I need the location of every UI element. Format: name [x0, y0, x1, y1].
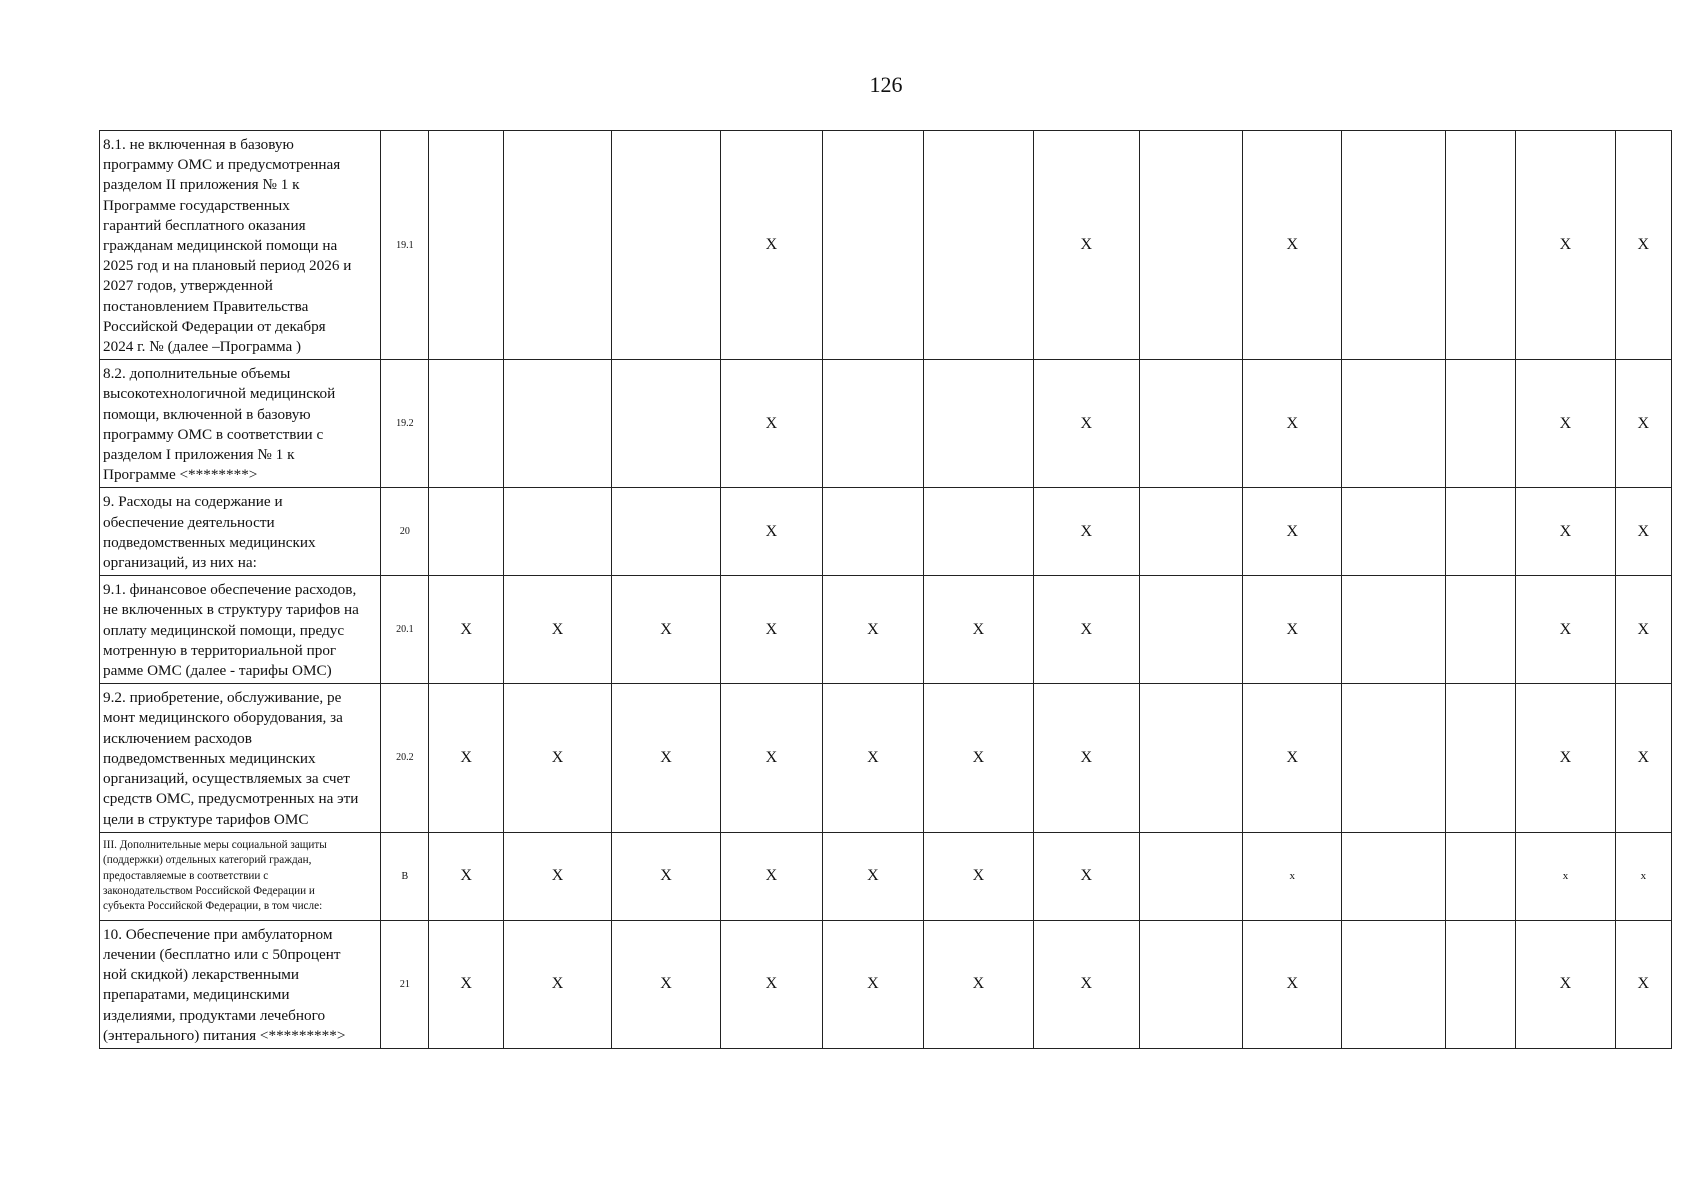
table-cell: X [720, 920, 822, 1048]
row-code: В [381, 832, 429, 920]
table-cell [1139, 832, 1242, 920]
row-label: 10. Обеспечение при амбулаторном лечении (бесплатно или с 50процент ной скидкой) лекарственными препаратами, медицинскими изделиями, продуктами лечебного (энтерального) питания <*********> [100, 920, 381, 1048]
table-cell: X [1243, 576, 1342, 684]
table-cell: X [1615, 131, 1671, 360]
table-body [100, 131, 1672, 1049]
table-cell [1139, 131, 1242, 360]
table-cell: X [1243, 684, 1342, 832]
page-number: 126 [869, 72, 903, 97]
table-cell: X [1034, 832, 1139, 920]
table-cell: x [1615, 832, 1671, 920]
table-cell: X [429, 684, 503, 832]
table-cell: X [503, 684, 611, 832]
table-cell: x [1516, 832, 1615, 920]
row-code: 20.2 [381, 684, 429, 832]
table-cell: X [612, 920, 720, 1048]
row-code: 19.2 [381, 360, 429, 488]
table-cell: X [1615, 920, 1671, 1048]
table-cell: X [1243, 360, 1342, 488]
table-cell: X [1243, 920, 1342, 1048]
table-cell: X [503, 920, 611, 1048]
table-cell [429, 131, 503, 360]
table-cell: X [612, 576, 720, 684]
table-cell: X [1034, 360, 1139, 488]
table-cell: X [1516, 131, 1615, 360]
table-cell [429, 360, 503, 488]
table-cell [612, 360, 720, 488]
table-cell: X [612, 684, 720, 832]
table-row [100, 684, 1672, 832]
table-cell [1445, 832, 1515, 920]
row-code: 20 [381, 488, 429, 576]
table-cell: X [503, 576, 611, 684]
table-cell [1139, 576, 1242, 684]
table-cell: X [503, 832, 611, 920]
table-cell: X [1243, 488, 1342, 576]
table-cell: X [1034, 576, 1139, 684]
table-cell: X [1516, 360, 1615, 488]
table-cell [823, 131, 923, 360]
table-row [100, 131, 1672, 360]
table-row [100, 360, 1672, 488]
table-cell: X [1516, 920, 1615, 1048]
table-row [100, 488, 1672, 576]
table-cell: X [612, 832, 720, 920]
row-label: 9.1. финансовое обеспечение расходов, не включенных в структуру тарифов на оплату медицинской помощи, предус мотренную в территориальной прог рамме ОМС (далее - тарифы ОМС) [100, 576, 381, 684]
table-cell: X [720, 131, 822, 360]
table-cell [1139, 684, 1242, 832]
table-cell: X [720, 832, 822, 920]
row-label: 9. Расходы на содержание и обеспечение деятельности подведомственных медицинских организаций, из них на: [100, 488, 381, 576]
table-cell [1342, 360, 1445, 488]
table-cell: X [823, 920, 923, 1048]
table-cell [1445, 576, 1515, 684]
table-cell: X [429, 832, 503, 920]
table-cell [1342, 920, 1445, 1048]
table-row [100, 832, 1672, 920]
table-cell: X [720, 488, 822, 576]
table-cell: X [429, 576, 503, 684]
table-cell [823, 488, 923, 576]
row-label: III. Дополнительные меры социальной защиты (поддержки) отдельных категорий граждан, предоставляемые в соответствии с законодательством Российской Федерации и субъекта Российской Федерации, в том числе: [100, 832, 381, 920]
row-label: 8.2. дополнительные объемы высокотехнологичной медицинской помощи, включенной в базовую программу ОМС в соответствии с разделом I приложения № 1 к Программе <********> [100, 360, 381, 488]
row-code: 19.1 [381, 131, 429, 360]
table-cell [1342, 488, 1445, 576]
table-cell: X [923, 920, 1033, 1048]
table-cell: X [1615, 488, 1671, 576]
table-cell: X [1516, 488, 1615, 576]
table-cell: X [1034, 920, 1139, 1048]
table-cell [429, 488, 503, 576]
row-code: 21 [381, 920, 429, 1048]
table-cell [503, 131, 611, 360]
table-cell: X [720, 576, 822, 684]
table-cell: X [823, 832, 923, 920]
table-cell [923, 488, 1033, 576]
table-cell [612, 488, 720, 576]
table-cell [1342, 832, 1445, 920]
table-cell: X [720, 684, 822, 832]
table-cell: X [429, 920, 503, 1048]
table-cell [1445, 684, 1515, 832]
table-cell: x [1243, 832, 1342, 920]
table-cell [612, 131, 720, 360]
table-cell [503, 360, 611, 488]
table-cell [1445, 131, 1515, 360]
table-cell [1342, 684, 1445, 832]
table-cell: X [923, 832, 1033, 920]
budget-table [99, 130, 1672, 1049]
table-cell: X [1615, 576, 1671, 684]
row-code: 20.1 [381, 576, 429, 684]
table-cell: X [720, 360, 822, 488]
table-cell: X [1615, 684, 1671, 832]
table-cell [1445, 360, 1515, 488]
table-cell: X [823, 576, 923, 684]
table-cell: X [1243, 131, 1342, 360]
row-label: 8.1. не включенная в базовую программу ОМС и предусмотренная разделом II приложения № 1 к Программе государственных гарантий бесплатного оказания гражданам медицинской помощи на 2025 год и на плановый период 2026 и 2027 годов, утвержденной постановлением Правительства Российской Федерации от декабря 2024 г. № (далее –Программа ) [100, 131, 381, 360]
table-cell [823, 360, 923, 488]
table-cell [1445, 920, 1515, 1048]
table-cell [923, 360, 1033, 488]
table-cell [923, 131, 1033, 360]
table-cell [1139, 360, 1242, 488]
table-cell: X [1615, 360, 1671, 488]
table-cell: X [1034, 684, 1139, 832]
table-cell [503, 488, 611, 576]
table-cell: X [1516, 684, 1615, 832]
table-cell [1139, 488, 1242, 576]
row-label: 9.2. приобретение, обслуживание, ре монт медицинского оборудования, за исключением расходов подведомственных медицинских организаций, осуществляемых за счет средств ОМС, предусмотренных на эти цели в структуре тарифов ОМС [100, 684, 381, 832]
table-cell: X [1516, 576, 1615, 684]
table-cell [1342, 576, 1445, 684]
table-row [100, 920, 1672, 1048]
table-cell [1445, 488, 1515, 576]
table-cell: X [1034, 131, 1139, 360]
table-cell: X [923, 684, 1033, 832]
table-cell: X [1034, 488, 1139, 576]
table-cell: X [823, 684, 923, 832]
table-cell [1342, 131, 1445, 360]
table-cell [1139, 920, 1242, 1048]
table-cell: X [923, 576, 1033, 684]
table-row [100, 576, 1672, 684]
